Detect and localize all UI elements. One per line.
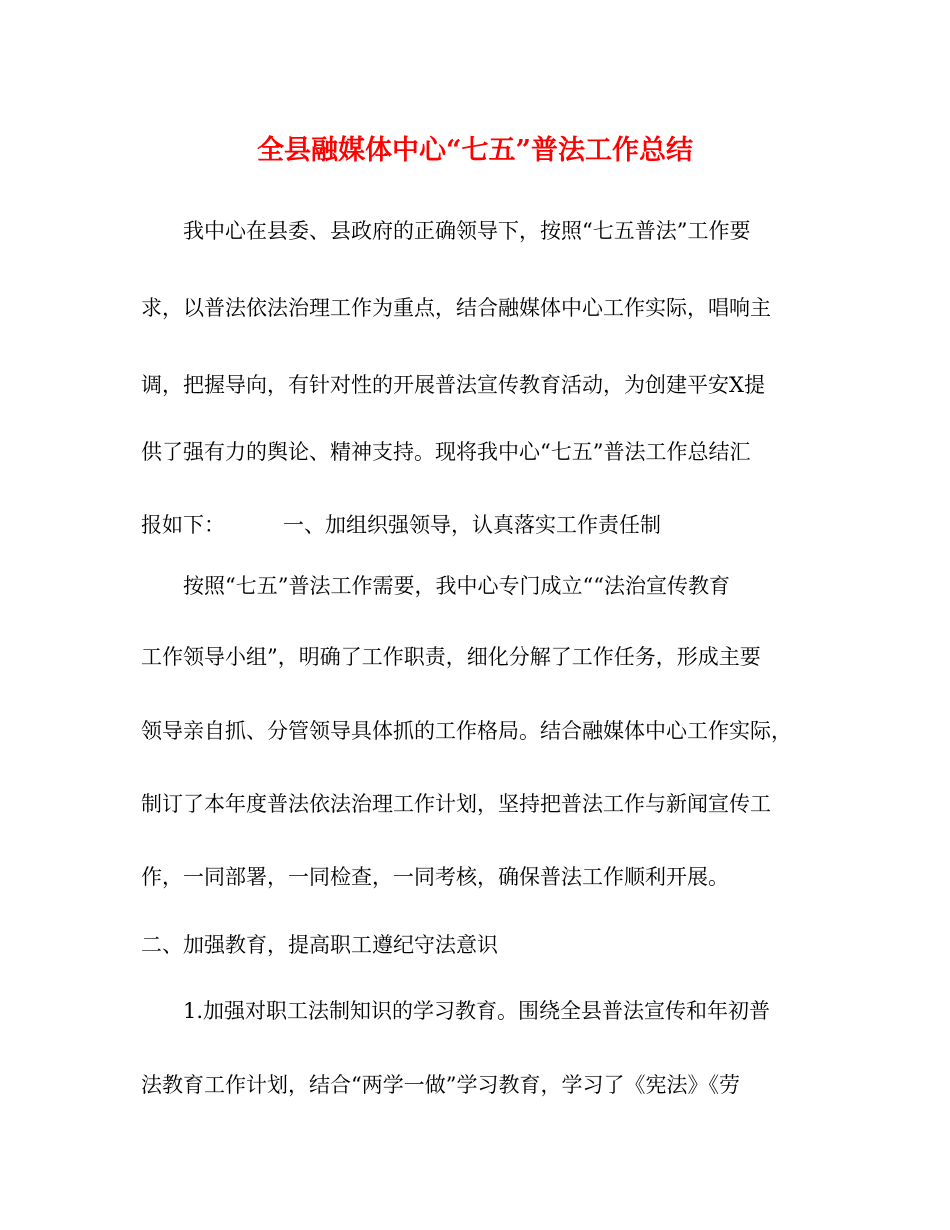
paragraph-line: 我中心在县委、县政府的正确领导下，按照“七五普法”工作要 [183,219,751,243]
paragraph-line: 法教育工作计划，结合“两学一做”学习教育，学习了《宪法》《劳 [141,1073,740,1097]
paragraph-line: 领导亲自抓、分管领导具体抓的工作格局。结合融媒体中心工作实际， [141,719,792,743]
paragraph-line: 工作领导小组”，明确了工作职责，细化分解了工作任务，形成主要 [141,645,761,669]
document-title: 全县融媒体中心“七五”普法工作总结 [256,135,694,166]
paragraph-line: 1.加强对职工法制知识的学习教育。围绕全县普法宣传和年初普 [183,999,771,1023]
paragraph-line: 供了强有力的舆论、精神支持。现将我中心“七五”普法工作总结汇 [141,440,751,464]
section-heading: 二、加强教育，提高职工遵纪守法意识 [141,933,498,957]
paragraph-line: 制订了本年度普法依法治理工作计划，坚持把普法工作与新闻宣传工 [141,792,771,816]
paragraph-line: 调，把握导向，有针对性的开展普法宣传教育活动，为创建平安X提 [141,373,765,397]
paragraph-line [141,510,661,540]
paragraph-line: 作，一同部署，一同检查，一同考核，确保普法工作顺利开展。 [141,865,729,889]
paragraph-line: 按照“七五”普法工作需要，我中心专门成立““法治宣传教育 [183,574,730,598]
section-heading: 一、加组织强领导，认真落实工作责任制 [283,513,661,537]
paragraph-text: 报如下： [141,513,225,537]
paragraph-line: 求，以普法依法治理工作为重点，结合融媒体中心工作实际，唱响主 [141,296,771,320]
